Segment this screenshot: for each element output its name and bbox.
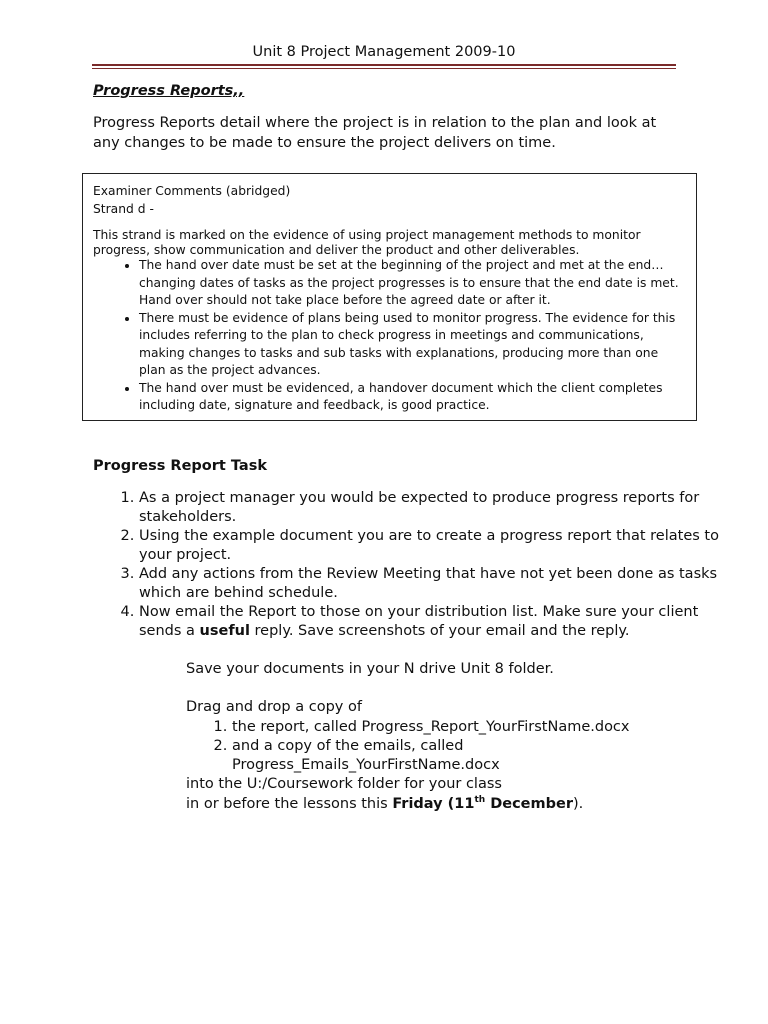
folder-line: into the U:/Coursework folder for your class (186, 776, 502, 793)
document-header: Unit 8 Project Management 2009-10 (252, 44, 516, 60)
strand-label: Strand d - (93, 201, 154, 216)
task-item-text: Now email the Report to those on your distribution list. Make sure your client sends a (139, 604, 699, 639)
deadline-ordinal: th (474, 794, 486, 805)
task-item: 1. As a project manager you would be expected to produce progress reports for stakeholders. (139, 489, 719, 527)
deadline-end: ). (572, 795, 584, 812)
header-rule-thin (92, 68, 676, 69)
examiner-heading: Examiner Comments (abridged) (93, 184, 291, 198)
page-title: Progress Reports,, (93, 83, 245, 99)
file-item: 2. and a copy of the emails, called Progress_Emails_YourFirstName.docx (232, 737, 666, 776)
deadline-line (186, 795, 666, 814)
examiner-bullet: • The hand over date must be set at the beginning of the project and met at the end…changing dates of tasks as the project progresses is to ensure that the end date is met. Hand over should not take place before the agreed date or after it. (139, 257, 686, 310)
deadline-day: Friday (11 (392, 795, 475, 812)
examiner-bullet: • There must be evidence of plans being used to monitor progress. The evidence for this includes referring to the plan to check progress in meetings and communications, making changes to tasks and sub tasks with explanations, producing more than one plan as the project advances. (139, 310, 686, 380)
deadline-text: in or before the lessons this (186, 795, 393, 812)
examiner-comments-box (82, 173, 697, 421)
header-rule (92, 64, 676, 66)
task-item: 2. Using the example document you are to create a progress report that relates to your project. (139, 527, 719, 565)
save-line: Save your documents in your N drive Unit 8 folder. (186, 661, 554, 677)
intro-paragraph: Progress Reports detail where the project is in relation to the plan and look at any changes to be made to ensure the project delivers on time. (93, 115, 657, 151)
task-item (139, 603, 719, 641)
task-item-emphasis: useful (199, 623, 250, 639)
examiner-bullet-list (93, 257, 686, 415)
task-item: 3. Add any actions from the Review Meeting that have not yet been done as tasks which are behind schedule. (139, 565, 719, 603)
strand-description: This strand is marked on the evidence of using project management methods to monitor progress, show communication and deliver the product and other deliverables. (93, 228, 641, 257)
task-list (93, 489, 719, 641)
task-heading: Progress Report Task (93, 458, 267, 474)
task-item-text: reply. Save screenshots of your email and the reply. (249, 623, 630, 639)
examiner-bullet: • The hand over must be evidenced, a handover document which the client completes including date, signature and feedback, is good practice. (139, 380, 686, 415)
save-instructions (186, 660, 666, 814)
drag-drop-line: Drag and drop a copy of (186, 699, 362, 716)
file-list (186, 718, 666, 776)
deadline-month: December (485, 795, 573, 812)
file-item: 1. the report, called Progress_Report_YourFirstName.docx (232, 718, 666, 737)
